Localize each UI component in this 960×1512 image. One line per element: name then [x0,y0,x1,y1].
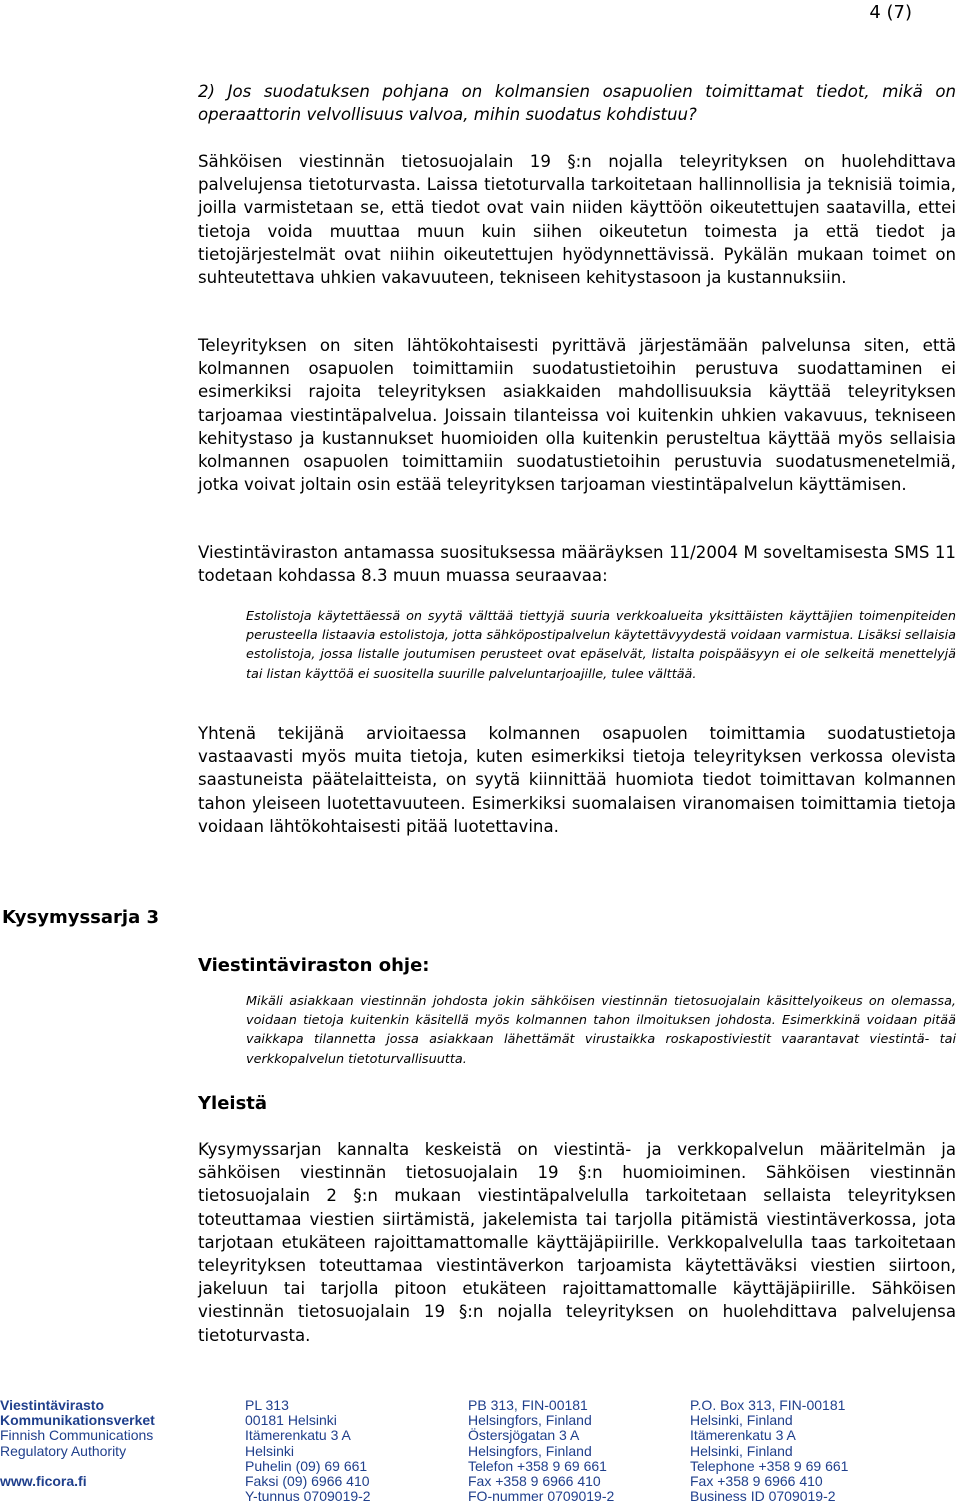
footer-column-agency [0,1398,155,1489]
footer-agency-en-1: Finnish Communications [0,1427,154,1444]
footer-line: Itämerenkatu 3 A [245,1427,351,1444]
footer-agency-en-2: Regulatory Authority [0,1442,127,1459]
question-2: 2) Jos suodatuksen pohjana on kolmansien osapuolien toimittamat tiedot, mikä on operaattorin velvollisuus valvoa, mihin suodatus kohdistuu? [198,82,956,125]
footer-line: Helsinki [245,1442,295,1459]
footer-line: Helsingfors, Finland [468,1442,592,1459]
footer-agency-sv: Kommunikationsverket [0,1412,155,1429]
footer-line: Telefon +358 9 69 661 [468,1457,607,1474]
footer-line: Helsinki, Finland [690,1412,793,1429]
quote-guidance: Mikäli asiakkaan viestinnän johdosta jokin sähköisen viestinnän tietosuojalain käsittelyoikeus on olemassa, voidaan tietoja kuitenkin käsitellä myös kolmannen tahon ilmoituksen johdosta. Esimerkkinä voidaan pitää vaikkapa tilannetta jossa asiakkaan lähettämät virustaikka roskapostiviestit vaarantavat viestintä- tai verkkopalvelun tietoturvallisuutta. [246,994,956,1067]
footer-line: Itämerenkatu 3 A [690,1427,796,1444]
footer-line: Telephone +358 9 69 661 [690,1457,849,1474]
subheading-general: Yleistä [198,1093,268,1114]
footer-line: Helsingfors, Finland [468,1412,592,1429]
footer-line: Helsinki, Finland [690,1442,793,1459]
footer-agency-fi: Viestintävirasto [0,1397,105,1413]
paragraph-recommendation-intro: Viestintäviraston antamassa suosituksessa määräyksen 11/2004 M soveltamisesta SMS 11 todetaan kohdassa 8.3 muun muassa seuraavaa: [198,543,956,586]
footer-spacer [0,1459,155,1474]
footer-column-swedish [468,1398,614,1504]
footer-line: Faksi (09) 6966 410 [245,1473,370,1490]
footer-line: Fax +358 9 6966 410 [468,1473,601,1490]
footer-column-english [690,1398,848,1504]
paragraph-reliability: Yhtenä tekijänä arvioitaessa kolmannen osapuolen toimittamia suodatustietoja vastaavasti myös muita tietoja, kuten esimerkiksi tietoja teleyrityksen verkossa olevista saastuneista päätelaitteista, on syytä kiinnittää huomiota tiedot toimittavan kolmannen tahon yleiseen luotettavuuteen. Esimerkiksi suomalaisen viranomaisen toimittamia tietoja voidaan lähtökohtaisesti pitää luotettavina. [198,724,956,836]
footer-line: Y-tunnus 0709019-2 [245,1488,371,1505]
paragraph-definitions: Kysymyssarjan kannalta keskeistä on viestintä- ja verkkopalvelun määritelmän ja sähköisen viestinnän tietosuojalain 19 §:n huomioiminen. Sähköisen viestinnän tietosuojalain 2 §:n mukaan viestintäpalvelulla tarkoitetaan sellaista teleyrityksen toteuttamaa viestien siirtämistä, jakelemista tai tarjolla pitämistä viestintäverkossa, jota tarjotaan etukäteen rajoittamattomalle käyttäjäpiirille. Verkkopalvelulla taas tarkoitetaan teleyrityksen toteuttamaa viestintäverkon tarjoamista käytettäväksi viestien siirtoon, jakeluun tai tarjolla pitoon etukäteen rajoittamattomalle käyttäjäpiirille. Sähköisen viestinnän tietosuojalain 19 §:n nojalla teleyrityksen on huolehdittava palvelujensa tietoturvasta. [198,1140,956,1345]
footer-line: Puhelin (09) 69 661 [245,1457,368,1474]
section-title: Kysymyssarja 3 [2,907,160,928]
footer-column-finnish [245,1398,371,1504]
footer-line: Business ID 0709019-2 [690,1488,836,1505]
quote-blocklists: Estolistoja käytettäessä on syytä välttää tiettyjä suuria verkkoalueita yksittäisten käyttäjien toimenpiteiden perusteella listaavia estolistoja, jotta sähköpostipalvelun käytettävyydestä voidaan varmistua. Lisäksi sellaisia estolistoja, jossa listalle joutumisen perusteet ovat epäselvät, listalta poispääsyyn ei ole selkeitä menettelyjä tai listan käyttöä ei suositella suurille palveluntarjoajille, tulee välttää. [246,609,956,682]
footer-line: Fax +358 9 6966 410 [690,1473,823,1490]
paragraph-filtering-principle: Teleyrityksen on siten lähtökohtaisesti pyrittävä järjestämään palvelunsa siten, että kolmannen osapuolen toimittamiin suodatustietoihin perustuva suodattaminen ei esimerkiksi rajoita teleyrityksen asiakkaiden mahdollisuuksia käyttää teleyrityksen tarjoamaa viestintäpalvelua. Joissain tilanteissa voi kuitenkin uhkien vakavuus, tekniseen kehitystaso ja kustannukset huomioiden olla kuitenkin perusteltua käyttää myös sellaisia kolmannen osapuolen toimittamiin suodatustietoihin perustuvia suodatusmenetelmiä, jotka voivat joltain osin estää teleyrityksen tarjoaman viestintäpalvelun käyttämisen. [198,336,956,495]
footer-line: PL 313 [245,1397,289,1413]
footer-website-link[interactable]: www.ficora.fi [0,1473,87,1490]
footer-line: PB 313, FIN-00181 [468,1397,588,1413]
page-number: 4 (7) [869,2,912,23]
paragraph-security-obligation: Sähköisen viestinnän tietosuojalain 19 §:n nojalla teleyrityksen on huolehdittava palvelujensa tietoturvasta. Laissa tietoturvalla tarkoitetaan hallinnollisia ja teknisiä toimia, joilla varmistetaan se, että tiedot ovat vain niiden käyttöön oikeutettujen saatavilla, ettei tietoja voida muuttaa muun kuin siihen oikeutetun toimesta ja että tiedot ja tietojärjestelmät ovat niihin oikeutettujen hyödynnettävissä. Pykälän mukaan toimet on suhteutettava uhkien vakavuuteen, tekniseen kehitystasoon ja kustannuksiin. [198,152,956,288]
guide-heading: Viestintäviraston ohje: [198,955,430,976]
footer-line: FO-nummer 0709019-2 [468,1488,615,1505]
footer-line: Östersjögatan 3 A [468,1427,580,1444]
footer-line: 00181 Helsinki [245,1412,337,1429]
footer-line: P.O. Box 313, FIN-00181 [690,1397,846,1413]
